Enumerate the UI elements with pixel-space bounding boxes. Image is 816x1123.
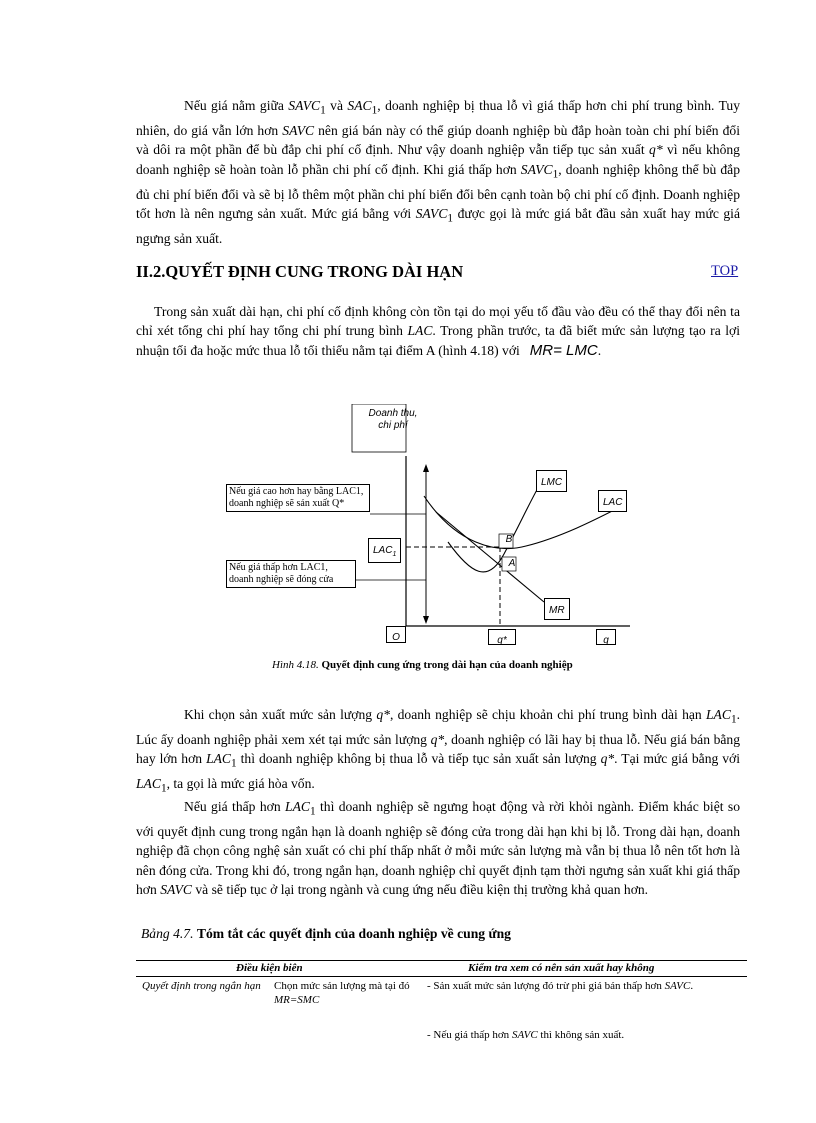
row1-check: - Sản xuất mức sản lượng đó trừ phi giá bán thấp hơn SAVC. [427, 980, 694, 992]
note-produce: Nếu giá cao hơn hay bằng LAC1, doanh nghiệp sẽ sản xuất Q* [226, 484, 370, 512]
row1-decision: Quyết định trong ngắn hạn [142, 980, 261, 992]
long-run-supply-diagram [226, 404, 636, 644]
row1-check-2: - Nếu giá thấp hơn SAVC thì không sản xuất. [427, 1029, 625, 1041]
label-lac: LAC [603, 497, 623, 508]
label-lmc: LMC [541, 477, 563, 488]
figure-4-18 [226, 404, 636, 644]
label-origin: O [392, 632, 400, 643]
col-header-condition: Điều kiện biên [236, 962, 303, 974]
lac-curve [424, 496, 626, 548]
label-qstar-box [488, 629, 516, 645]
label-mr: MR [549, 605, 565, 616]
label-point-a: A [508, 558, 516, 569]
label-origin-box [386, 626, 406, 643]
lmc-curve [448, 474, 546, 572]
paragraph-break-even: Khi chọn sản xuất mức sản lượng q*, doanh nghiệp sẽ chịu khoản chi phí trung bình dài hạn $LAC_1$. Lúc ấy doanh nghiệp phải xem xét tại mức sản lượng q*, doanh nghiệp có lãi hay bị thua lỗ. Nếu giá bán bằng hay lớn hơn $LAC_1$ thì doanh nghiệp không bị thua lỗ và tiếp tục sản xuất sản lượng q*. Tại mức giá bằng với $LAC_1$, ta gọi là mức giá hòa vốn. [136, 707, 741, 796]
top-link[interactable]: TOP [711, 263, 739, 279]
paragraph-short-run-loss: Nếu giá nằm giữa $SAVC_1$ và $SAC_1$, doanh nghiệp bị thua lỗ vì giá thấp hơn chi phí trung bình. Tuy nhiên, do giá vẫn lớn hơn SAVC nên giá bán này có thể giúp doanh nghiệp bù đắp hoàn toàn chi phí biến đổi và dôi ra một phần để bù đắp chi phí cố định. Như vậy doanh nghiệp vẫn tiếp tục sản xuất q* vì nếu không doanh nghiệp sẽ hoàn toàn lỗ phần chi phí cố định. Khi giá thấp hơn $SAVC_1$, doanh nghiệp không thể bù đắp đủ chi phí biến đổi và sẽ bị lỗ thêm một phần chi phí biến đổi bên cạnh toàn bộ chi phí cố định. Doanh nghiệp tốt hơn là nên ngưng sản xuất. Mức giá bằng với $SAVC_1$ được gọi là mức giá bắt đầu sản xuất hay mức giá ngưng sản xuất. [136, 98, 740, 246]
row1-condition: Chọn mức sản lượng mà tại đó MR=SMC [274, 980, 410, 1006]
table-header [136, 960, 747, 977]
arrow-down [423, 616, 429, 624]
mr-line [436, 512, 544, 602]
label-point-b: B [505, 534, 513, 545]
note-shutdown: Nếu giá thấp hơn LAC1, doanh nghiệp sẽ đóng cửa [226, 560, 356, 588]
col-header-check: Kiểm tra xem có nên sản xuất hay không [468, 962, 655, 974]
label-q-box [596, 629, 616, 645]
paragraph-long-run-intro: Trong sản xuất dài hạn, chi phí cố định không còn tồn tại do mọi yếu tố đầu vào đều có thể thay đổi nên ta chỉ xét tổng chi phí hay tổng chi phí trung bình LAC. Trong phần trước, ta đã biết mức sản lượng tạo ra lợi nhuận tối đa hoặc mức thua lỗ tối thiểu nằm tại điểm A (hình 4.18) với MR= LMC. [136, 304, 740, 359]
label-lmc-box [536, 470, 567, 492]
label-qstar: q* [497, 635, 507, 646]
label-lac1-box [368, 538, 401, 563]
section-heading: II.2.QUYẾT ĐỊNH CUNG TRONG DÀI HẠN [136, 262, 464, 281]
label-q: q [603, 635, 609, 646]
arrow-up [423, 464, 429, 472]
label-mr-box [544, 598, 570, 620]
label-lac-box [598, 490, 627, 512]
table-caption: Bảng 4.7. Tóm tắt các quyết định của doanh nghiệp về cung ứng [141, 926, 511, 941]
y-axis-label: Doanh thu, chi phí [368, 408, 418, 431]
formula-mr-lmc: MR= LMC [529, 341, 598, 359]
paragraph-exit-industry: Nếu giá thấp hơn $LAC_1$ thì doanh nghiệp sẽ ngưng hoạt động và rời khỏi ngành. Điểm khác biệt so với quyết định cung trong ngắn hạn là doanh nghiệp sẽ đóng cửa trong dài hạn khi bị lỗ. Trong dài hạn, doanh nghiệp đã chọn công nghệ sản xuất có chi phí thấp nhất ở mỗi mức sản lượng mà vẫn bị thua lỗ nên tốt hơn là nên đóng cửa. Trong khi đó, trong ngắn hạn, doanh nghiệp chỉ quyết định tạm thời ngưng sản xuất khi giá thấp hơn SAVC và sẽ tiếp tục ở lại trong ngành và cung ứng nếu điều kiện thị trường khả quan hơn. [136, 799, 740, 897]
summary-table [136, 960, 747, 1041]
figure-caption: Hình 4.18. Quyết định cung ứng trong dài hạn của doanh nghiệp [272, 659, 573, 671]
label-lac1: $LAC_1$ [373, 545, 397, 558]
